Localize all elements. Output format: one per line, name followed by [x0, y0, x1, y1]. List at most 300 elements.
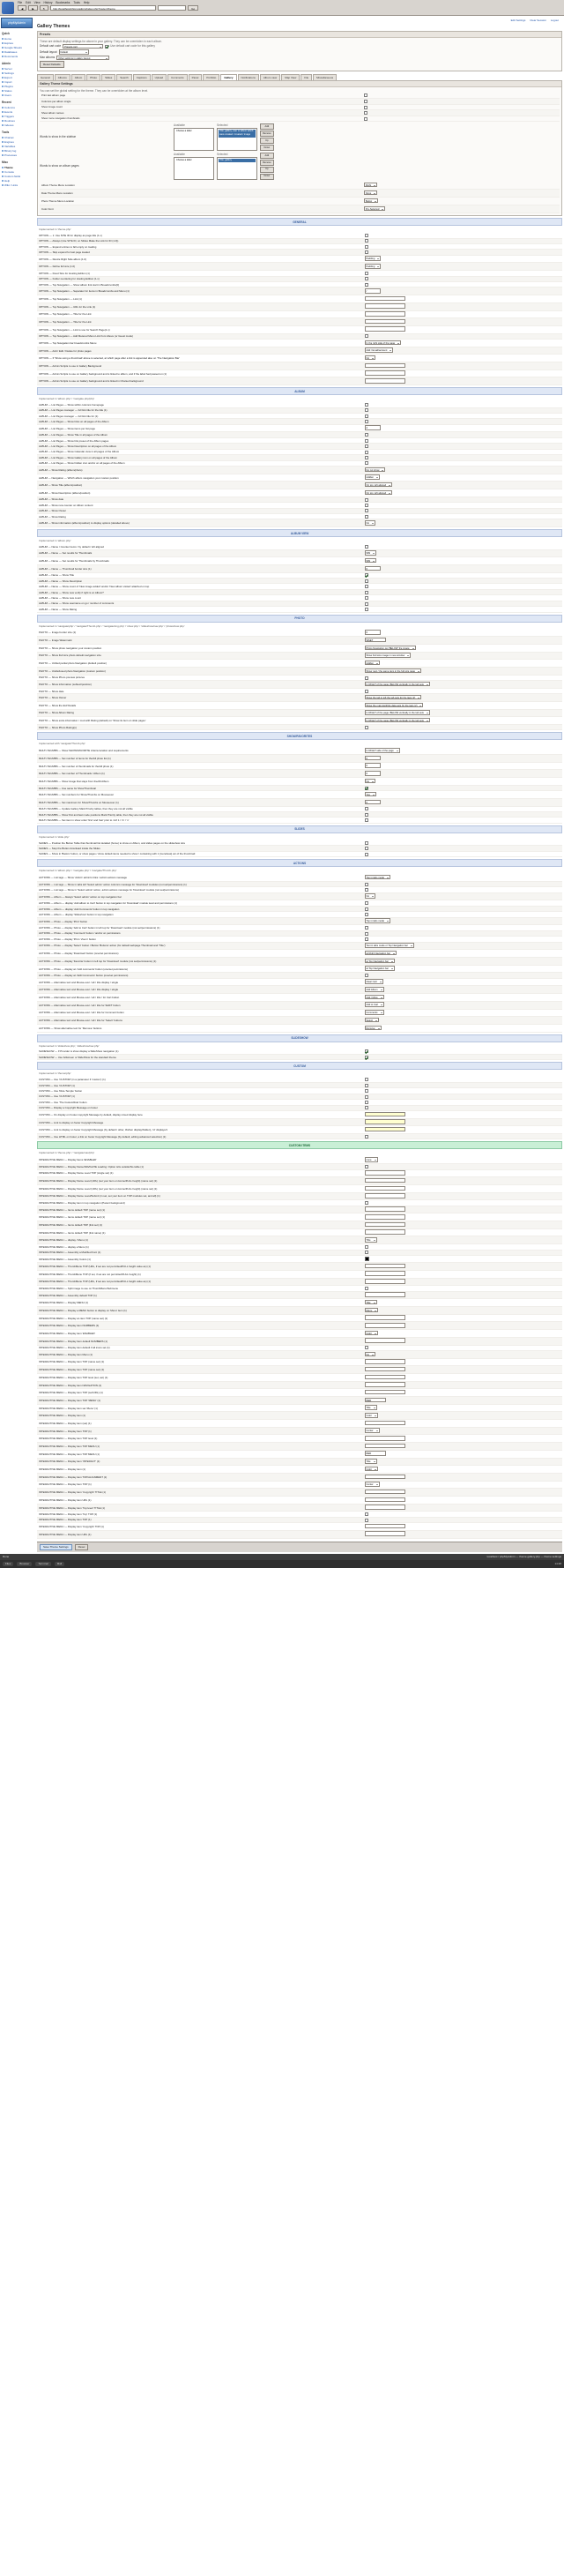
tab-gallery[interactable]: Gallery: [220, 74, 236, 80]
table-row: [37, 424, 562, 432]
menu-edit[interactable]: Edit: [26, 1, 31, 4]
option-select[interactable]: Hidden: [365, 474, 381, 480]
tab-panel[interactable]: Panel: [189, 74, 203, 80]
option-select[interactable]: Top in tabs mode: [365, 918, 390, 923]
search-input[interactable]: [158, 5, 186, 11]
option-label: ALBUM — List Pages manager — full link title for the title (1): [37, 407, 363, 413]
option-checkbox[interactable]: [365, 888, 368, 892]
sidebar-item-binary-log[interactable]: Binary log: [1, 148, 33, 153]
option-select[interactable]: Color: [365, 1467, 378, 1472]
table-row: [37, 1523, 562, 1531]
option-text-input[interactable]: [365, 1119, 405, 1124]
option-checkbox[interactable]: [365, 813, 368, 817]
option-checkbox[interactable]: [365, 932, 368, 936]
option-text-input[interactable]: [365, 1229, 405, 1235]
option-checkbox[interactable]: [365, 245, 368, 249]
option-checkbox[interactable]: [365, 408, 368, 412]
option-select[interactable]: In RIGHT of the page. BELOW vertically in the tab sets: [365, 718, 430, 723]
write-home-available-list[interactable]: [174, 128, 214, 151]
option-select[interactable]: On top, left aligned: [365, 482, 393, 488]
option-checkbox[interactable]: [365, 974, 368, 977]
sidebar-logo[interactable]: phpMyAdmin: [1, 18, 33, 28]
option-color-picker[interactable]: [365, 1257, 369, 1261]
link-logout[interactable]: Logout: [550, 19, 559, 22]
option-text-input[interactable]: [365, 1421, 405, 1426]
tab-slides[interactable]: Slides: [101, 74, 115, 80]
sidebar-item-users[interactable]: Users: [1, 93, 33, 97]
write-album-available-list[interactable]: [174, 157, 214, 180]
sidebar-item-help[interactable]: Help: [1, 178, 33, 183]
option-checkbox[interactable]: [365, 515, 368, 519]
option-text-input[interactable]: [365, 363, 405, 369]
option-select[interactable]: Right: [364, 183, 377, 188]
option-text-input[interactable]: WSET: [365, 638, 386, 643]
option-checkbox[interactable]: [365, 608, 368, 611]
tab-album[interactable]: Album: [71, 74, 86, 80]
option-control: [363, 255, 562, 263]
tab-photo[interactable]: Photo: [86, 74, 100, 80]
remove-button[interactable]: Remove: [260, 160, 274, 166]
option-checkbox[interactable]: [365, 841, 368, 845]
option-text-input[interactable]: RED: [365, 1398, 386, 1403]
option-text-input[interactable]: [365, 1222, 405, 1228]
option-checkbox[interactable]: [365, 676, 368, 680]
taskbar-item-browser[interactable]: Browser: [17, 1562, 32, 1566]
option-checkbox[interactable]: [365, 1078, 368, 1081]
option-label: INTERACTIVE MENU — Display item (1): [37, 1412, 363, 1420]
menu-bookmarks[interactable]: Bookmarks: [56, 1, 70, 4]
forward-arrow-icon[interactable]: ▶: [28, 5, 37, 11]
sidebar-item-engines[interactable]: Engines: [1, 139, 33, 144]
option-label: ALBUM — List Pages — Show Title in all pages of the Album: [37, 432, 363, 437]
option-text-input[interactable]: RED: [365, 1451, 386, 1456]
option-text-input[interactable]: [365, 1359, 405, 1364]
sidebar-item-server[interactable]: Server: [1, 66, 33, 71]
option-checkbox[interactable]: [365, 545, 368, 549]
option-text-input[interactable]: 0: [365, 800, 381, 805]
option-select[interactable]: Do not show: [365, 467, 386, 473]
option-checkbox[interactable]: [365, 847, 368, 850]
option-select[interactable]: Title: [365, 1459, 377, 1464]
option-text-input[interactable]: [365, 319, 405, 325]
option-text-input[interactable]: [365, 1271, 405, 1276]
option-checkbox[interactable]: [365, 818, 368, 822]
option-checkbox[interactable]: [365, 585, 368, 588]
option-text-input[interactable]: [365, 1436, 405, 1441]
option-text-input[interactable]: [365, 1323, 405, 1328]
option-checkbox[interactable]: [365, 690, 368, 693]
option-checkbox[interactable]: [365, 1201, 368, 1205]
option-text-input[interactable]: /: [365, 288, 381, 294]
option-select[interactable]: On top, left aligned: [365, 490, 393, 496]
option-checkbox[interactable]: [364, 111, 367, 115]
add-button[interactable]: Add: [260, 123, 274, 130]
sidebar-item-triggers[interactable]: Triggers: [1, 114, 33, 118]
option-checkbox[interactable]: [365, 579, 368, 583]
option-text-input[interactable]: [365, 1444, 405, 1449]
menu-history[interactable]: History: [43, 1, 53, 4]
tab-album-view[interactable]: Album view: [260, 74, 280, 80]
option-select[interactable]: at Right Navigation bar: [365, 951, 397, 956]
sidebar-item-events[interactable]: Events: [1, 109, 33, 114]
tab-general[interactable]: General: [37, 74, 54, 80]
option-label: OPTION — Add / Edit / Delete for photo pages: [37, 347, 363, 355]
option-select[interactable]: Top in tabs mode: [365, 875, 390, 880]
move-up-button[interactable]: Up: [260, 167, 274, 173]
sidebar-item-custom-fields[interactable]: Custom fields: [1, 174, 33, 178]
option-checkbox[interactable]: [365, 461, 368, 465]
option-control: [363, 1530, 562, 1538]
option-select[interactable]: 999: [365, 558, 376, 564]
write-album-label: Words to show on album pages: [40, 164, 79, 168]
option-select[interactable]: Center: [365, 1482, 380, 1487]
option-checkbox[interactable]: [365, 1165, 368, 1169]
option-checkbox[interactable]: [365, 913, 368, 916]
option-text-input[interactable]: [365, 1279, 405, 1284]
sidebar-item-processes[interactable]: Processes: [1, 153, 33, 157]
option-checkbox[interactable]: [365, 907, 368, 911]
option-select[interactable]: Title: [365, 1405, 377, 1410]
option-text-input[interactable]: [365, 1315, 405, 1320]
option-checkbox[interactable]: [364, 100, 367, 103]
option-checkbox[interactable]: [365, 926, 368, 930]
option-text-input[interactable]: 0: [365, 756, 381, 761]
option-text-input[interactable]: [365, 1127, 405, 1132]
tab-map-view[interactable]: Map View: [281, 74, 300, 80]
option-select[interactable]: Padding: [365, 264, 382, 269]
option-select[interactable]: In RIGHT of the page. BELOW vertically in the tab sets: [365, 682, 430, 687]
list-item[interactable]: Title, gallery, user or album which were created / created / image: [219, 130, 256, 137]
option-control: [363, 377, 562, 385]
taskbar-item-mail[interactable]: Mail: [55, 1562, 65, 1566]
option-checkbox[interactable]: [365, 456, 368, 459]
option-label: INTERACTIVE MENU — Display a MENU button to display on 'Menu' item (1): [37, 1307, 363, 1315]
option-text-input[interactable]: [365, 1193, 405, 1198]
table-row: [37, 1330, 562, 1338]
tab-portfolio[interactable]: Portfolio: [203, 74, 219, 80]
link-clear-session[interactable]: Clear Session: [530, 19, 546, 22]
option-select[interactable]: Comments: [365, 1010, 384, 1015]
option-select[interactable]: No: [365, 520, 375, 526]
option-checkbox[interactable]: [365, 1084, 368, 1087]
option-checkbox[interactable]: [365, 1245, 368, 1249]
option-select[interactable]: Title: [365, 1300, 377, 1305]
option-control: [363, 1184, 562, 1192]
option-select[interactable]: Title: [365, 1237, 377, 1243]
option-select[interactable]: Select: [365, 1018, 379, 1023]
option-checkbox[interactable]: [365, 573, 368, 577]
tab-upload[interactable]: Upload: [152, 74, 167, 80]
option-text-input[interactable]: 0: [365, 763, 381, 768]
option-text-input[interactable]: [365, 1206, 405, 1212]
option-checkbox[interactable]: [365, 726, 368, 729]
reset-defaults-button[interactable]: Reset Defaults: [40, 61, 64, 68]
option-text-input[interactable]: [365, 1382, 405, 1387]
tab-albums[interactable]: Albums: [55, 74, 70, 80]
option-text-input[interactable]: [365, 303, 405, 309]
option-select[interactable]: Color: [365, 1331, 378, 1336]
link-edit-settings[interactable]: Edit Settings: [510, 19, 526, 22]
option-select[interactable]: at Top Navigation bar: [365, 966, 395, 971]
section-options-table: [37, 630, 562, 731]
option-checkbox[interactable]: [365, 1095, 368, 1099]
sidebar-item-settings[interactable]: Settings: [1, 71, 33, 75]
option-text-input[interactable]: [365, 370, 405, 376]
option-select[interactable]: Pre-Selected: [364, 206, 386, 212]
browser-menubar[interactable]: [18, 1, 562, 4]
option-text-input[interactable]: [365, 378, 405, 384]
option-text-input[interactable]: [365, 1264, 405, 1269]
sidebar-item-console[interactable]: Console: [1, 169, 33, 174]
move-down-button[interactable]: Down: [260, 145, 274, 151]
option-checkbox[interactable]: [364, 93, 367, 97]
table-row: [37, 1504, 562, 1512]
option-text-input[interactable]: [365, 1178, 405, 1183]
option-select[interactable]: Show the tab in left the tab sets for the tags (2): [365, 695, 422, 700]
option-checkbox[interactable]: [365, 439, 368, 443]
sidebar-item-status[interactable]: Status: [1, 88, 33, 93]
option-checkbox[interactable]: [365, 602, 368, 606]
back-arrow-icon[interactable]: ◀: [18, 5, 26, 11]
option-checkbox[interactable]: [365, 451, 368, 454]
address-bar[interactable]: http://localhost/phpmyadmin/index.php?route=/theme: [50, 5, 156, 11]
option-select[interactable]: at Top Navigation bar: [365, 959, 395, 964]
option-select[interactable]: Hidden: [365, 661, 381, 666]
menu-file[interactable]: File: [18, 1, 23, 4]
option-text-input[interactable]: 0: [365, 566, 381, 571]
option-checkbox[interactable]: [365, 937, 368, 941]
option-select[interactable]: Add Album: [365, 987, 384, 992]
reload-icon[interactable]: ↻: [40, 5, 49, 11]
tab-captions[interactable]: Captions: [133, 74, 151, 80]
go-button[interactable]: Go: [188, 5, 198, 11]
add-button[interactable]: Add: [260, 153, 274, 159]
tab-comments[interactable]: Comments: [167, 74, 188, 80]
tab-strip[interactable]: [37, 74, 562, 80]
tab-file[interactable]: File: [301, 74, 312, 80]
sidebar-item-columns[interactable]: Columns: [1, 105, 33, 109]
option-text-input[interactable]: [365, 326, 405, 332]
sidebar-item-explore[interactable]: Explore: [1, 41, 33, 45]
option-label: Show more navigation thumbnails: [40, 116, 362, 122]
option-select[interactable]: Show the main Exif/info data sets for the tags (2): [365, 703, 424, 708]
sidebar-section-admin: [1, 61, 33, 97]
sidebar-item-plugins[interactable]: Plugins: [1, 84, 33, 88]
option-select[interactable]: Center: [365, 1428, 380, 1433]
list-item[interactable]: Choose a label: [176, 130, 192, 133]
option-checkbox[interactable]: [365, 1512, 368, 1516]
option-checkbox[interactable]: [365, 444, 368, 448]
option-text-input[interactable]: [365, 1390, 405, 1395]
option-checkbox[interactable]: [365, 1519, 368, 1522]
option-text-input[interactable]: [365, 1505, 405, 1510]
sidebar-item-databases[interactable]: Databases: [1, 49, 33, 54]
option-checkbox[interactable]: [365, 433, 368, 437]
sidebar-item-indexes[interactable]: Indexes: [1, 123, 33, 127]
option-select[interactable]: In the right side of the page: [365, 340, 402, 346]
taskbar-item-terminal[interactable]: Terminal: [35, 1562, 50, 1566]
table-row: [37, 874, 562, 881]
option-select[interactable]: Add to Cart: [365, 1002, 385, 1007]
move-down-button[interactable]: Down: [260, 174, 274, 180]
option-control: [363, 957, 562, 965]
option-select[interactable]: None: [364, 190, 377, 196]
sidebar-item-charset[interactable]: Charset: [1, 135, 33, 139]
option-checkbox[interactable]: [365, 239, 368, 243]
option-select[interactable]: Show Full size image in new window: [365, 653, 412, 658]
option-text-input[interactable]: 2: [365, 425, 381, 430]
option-checkbox[interactable]: [365, 1287, 368, 1290]
option-label: SLIDES — Show in 'Basics' button, or show pages / show default items needed to show / containing with 1 [more/less] etc of the thumbnail: [37, 851, 363, 856]
option-text-input[interactable]: [365, 1186, 405, 1191]
option-select[interactable]: none: [365, 1157, 378, 1162]
table-row: [37, 263, 562, 271]
option-label: CUSTOM — Use 'The CustomRule' button: [37, 1100, 363, 1105]
option-checkbox[interactable]: [365, 277, 368, 280]
option-checkbox[interactable]: [365, 234, 368, 237]
sidebar-item-documents[interactable]: Documents: [1, 54, 33, 58]
option-checkbox[interactable]: [365, 853, 368, 856]
option-checkbox[interactable]: [365, 1101, 368, 1104]
option-select[interactable]: Color: [365, 1413, 378, 1418]
option-text-input[interactable]: 0: [365, 630, 381, 635]
option-label: SLIDESHOW — Use fullscreen or SlideShow for the standard theme: [37, 1055, 363, 1060]
option-text-input[interactable]: [365, 1367, 405, 1372]
tab-notifications[interactable]: Notifications: [238, 74, 259, 80]
option-checkbox[interactable]: [365, 1135, 368, 1139]
option-checkbox[interactable]: [365, 1089, 368, 1093]
list-item[interactable]: Title, gallery: [219, 159, 256, 162]
option-checkbox[interactable]: [365, 807, 368, 810]
option-checkbox[interactable]: [364, 106, 367, 109]
option-control: [363, 709, 562, 717]
option-checkbox[interactable]: [365, 1056, 368, 1059]
option-text-input[interactable]: [365, 1214, 405, 1220]
sidebar-item-home[interactable]: Home: [1, 36, 33, 41]
move-up-button[interactable]: Up: [260, 138, 274, 144]
option-label: INTERACTIVE MENU — Items default TOP (name set) (1): [37, 1206, 363, 1213]
option-checkbox[interactable]: [365, 596, 368, 600]
option-select[interactable]: Text in tabs mode or Top Navigation bar: [365, 943, 414, 948]
option-select[interactable]: In RIGHT side of the page: [365, 748, 400, 753]
option-checkbox[interactable]: [365, 591, 368, 594]
sidebar-item-routines[interactable]: Routines: [1, 118, 33, 123]
option-checkbox[interactable]: [364, 117, 367, 121]
option-checkbox[interactable]: [365, 250, 368, 254]
option-checkbox[interactable]: [365, 283, 368, 287]
write-album-selected-list[interactable]: [217, 157, 257, 180]
tab-search[interactable]: Search: [116, 74, 132, 80]
taskbar-item-files[interactable]: Files: [3, 1562, 13, 1566]
option-select[interactable]: Padding: [365, 256, 382, 261]
option-text-input[interactable]: [365, 1292, 405, 1297]
preset-checkbox-cart[interactable]: [105, 45, 108, 49]
option-text-input[interactable]: [365, 1490, 405, 1495]
reset-button[interactable]: Reset: [75, 1544, 89, 1550]
option-select[interactable]: No: [365, 1352, 375, 1357]
menu-view[interactable]: View: [33, 1, 41, 4]
option-label: INTERACTIVE MENU — Display item 'INTERACT' (1): [37, 1458, 363, 1466]
option-text-input[interactable]: [365, 1375, 405, 1380]
sidebar-item-wiki-links[interactable]: Wiki / Links: [1, 183, 33, 187]
option-text-input[interactable]: [365, 1112, 405, 1117]
remove-button[interactable]: Remove: [260, 131, 274, 137]
option-checkbox[interactable]: [365, 1251, 368, 1254]
option-text-input[interactable]: [365, 1497, 405, 1503]
option-select[interactable]: No: [365, 355, 375, 361]
tab-miscellaneous[interactable]: Miscellaneous: [313, 74, 337, 80]
option-select[interactable]: Below: [364, 198, 378, 204]
option-select[interactable]: No: [365, 779, 375, 784]
write-home-selected-list[interactable]: [217, 128, 257, 151]
option-text-input[interactable]: [365, 1338, 405, 1343]
option-select[interactable]: Photo Navigation get 'BELOW' the image: [365, 646, 416, 651]
option-text-input[interactable]: [365, 1531, 405, 1536]
option-checkbox[interactable]: [365, 1049, 368, 1053]
menu-tools[interactable]: Tools: [73, 1, 80, 4]
option-select[interactable]: Remove: [365, 1026, 382, 1031]
sidebar-item-variables[interactable]: Variables: [1, 144, 33, 148]
option-select[interactable]: Add / Email/account: [365, 347, 394, 353]
option-select[interactable]: Add / More: [365, 995, 384, 1000]
option-text-input[interactable]: [365, 311, 405, 317]
option-text-input[interactable]: [365, 1170, 405, 1176]
option-text-input[interactable]: 0: [365, 771, 381, 776]
option-checkbox[interactable]: [365, 403, 368, 407]
table-row: [37, 978, 562, 986]
option-checkbox[interactable]: [365, 883, 368, 886]
preset-select-cart[interactable]: Presets-cart: [63, 44, 103, 49]
table-row: [37, 1397, 562, 1405]
option-select[interactable]: Menu: [365, 1308, 379, 1313]
list-item[interactable]: Choose a label: [176, 159, 192, 162]
option-text-input[interactable]: [365, 296, 405, 302]
option-checkbox[interactable]: [365, 504, 368, 507]
save-theme-settings-button[interactable]: Save Theme Settings: [40, 1544, 72, 1550]
option-checkbox[interactable]: [365, 414, 368, 418]
option-label: ALBUM — Name — Show Rating: [37, 607, 363, 612]
menu-help[interactable]: Help: [83, 1, 90, 4]
option-control: [363, 892, 562, 900]
sidebar-item-import[interactable]: Import: [1, 79, 33, 84]
option-checkbox[interactable]: [365, 420, 368, 423]
status-right: localhost / phpMyAdmin — theme.gallery.php — theme settings: [486, 1555, 561, 1559]
option-checkbox[interactable]: [365, 498, 368, 502]
option-checkbox[interactable]: [365, 901, 368, 905]
option-checkbox[interactable]: [365, 1346, 368, 1349]
option-checkbox[interactable]: [365, 509, 368, 512]
option-text-input[interactable]: [365, 1475, 405, 1480]
option-text-input[interactable]: [365, 1524, 405, 1529]
sidebar-item-google-sheets[interactable]: Google Sheets: [1, 45, 33, 49]
option-select[interactable]: Yes: [365, 792, 376, 797]
sidebar-item-export[interactable]: Export: [1, 75, 33, 79]
option-checkbox[interactable]: [365, 272, 368, 275]
table-row: [37, 1458, 562, 1466]
option-select[interactable]: In RIGHT of the page. BELOW vertically in the tab sets: [365, 710, 430, 715]
preset-select-layout[interactable]: Default: [59, 49, 89, 55]
preset-select-maxalbums[interactable]: Other settings in gallery layout: [56, 56, 109, 61]
option-select[interactable]: 999: [365, 550, 376, 556]
option-select[interactable]: Show next / the same item in the full size page: [365, 668, 421, 674]
option-checkbox[interactable]: [365, 787, 368, 790]
sidebar-item-theme[interactable]: Theme: [1, 165, 33, 169]
option-checkbox[interactable]: [365, 334, 368, 338]
option-select[interactable]: Clear Cart: [365, 979, 383, 984]
option-control: [363, 347, 562, 355]
option-checkbox[interactable]: [365, 1106, 368, 1109]
option-select[interactable]: No: [365, 893, 375, 899]
